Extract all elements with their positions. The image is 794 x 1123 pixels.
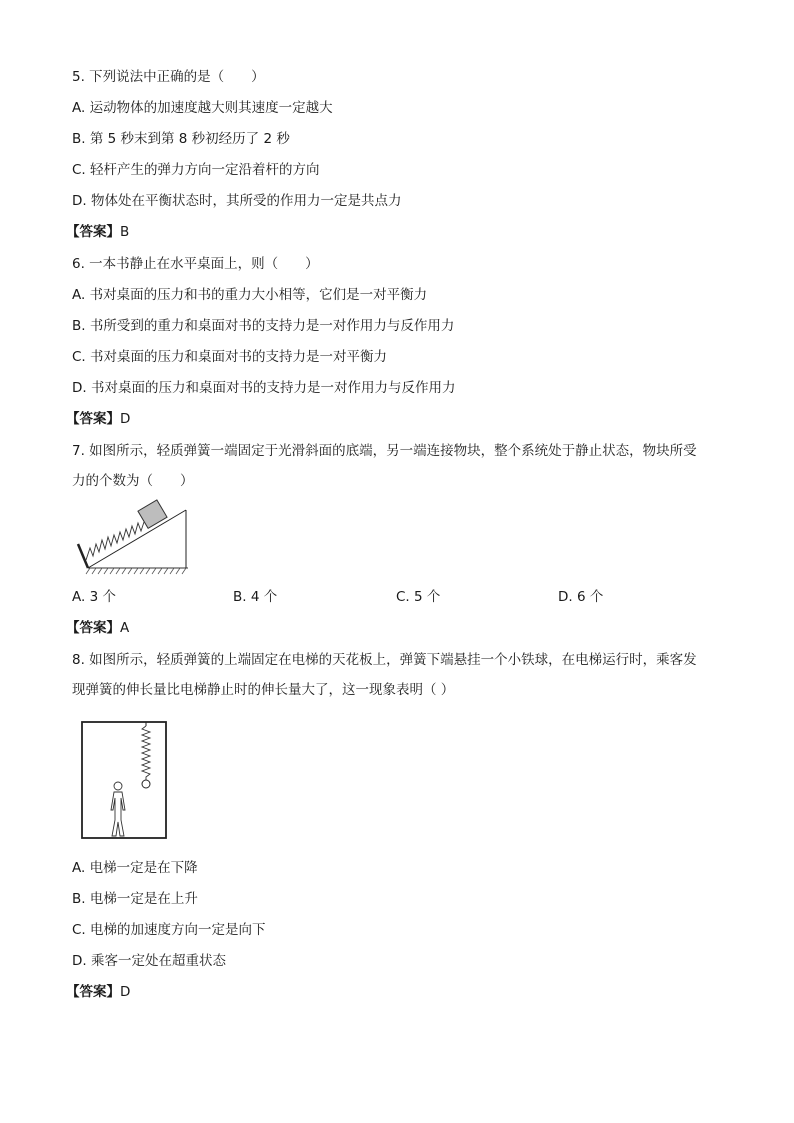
q5-option-b: B. 第 5 秒末到第 8 秒初经历了 2 秒 <box>72 131 290 147</box>
q8-stem-line2: 现弹簧的伸长量比电梯静止时的伸长量大了，这一现象表明（ ） <box>72 682 455 698</box>
q7-answer <box>66 619 129 637</box>
q8-option-c: C. 电梯的加速度方向一定是向下 <box>72 922 266 938</box>
incline-spring-figure <box>74 502 192 578</box>
q8-option-b: B. 电梯一定是在上升 <box>72 891 198 907</box>
q6-option-a: A. 书对桌面的压力和书的重力大小相等，它们是一对平衡力 <box>72 287 428 303</box>
q5-option-a: A. 运动物体的加速度越大则其速度一定越大 <box>72 100 333 116</box>
q8-answer-value: D <box>120 984 131 1000</box>
q7-option-a: A. 3 个 <box>72 589 116 605</box>
q8-option-d: D. 乘客一定处在超重状态 <box>72 953 226 969</box>
elevator-spring-figure <box>80 720 170 842</box>
q7-stem-line1: 7. 如图所示，轻质弹簧一端固定于光滑斜面的底端，另一端连接物块，整个系统处于静止状态，物块所受 <box>72 443 697 459</box>
q5-option-c: C. 轻杆产生的弹力方向一定沿着杆的方向 <box>72 162 320 178</box>
q8-answer-tag: 【答案】 <box>66 984 120 1000</box>
q8-answer <box>66 983 130 1001</box>
q5-answer <box>66 223 129 241</box>
q5-answer-value: B <box>120 224 130 240</box>
q5-option-d: D. 物体处在平衡状态时，其所受的作用力一定是共点力 <box>72 193 402 209</box>
q6-answer-tag: 【答案】 <box>66 411 120 427</box>
q6-answer <box>66 410 130 428</box>
q7-answer-value: A <box>120 620 130 636</box>
q7-stem-line2: 力的个数为（ ） <box>72 473 194 489</box>
q5-answer-tag: 【答案】 <box>66 224 120 240</box>
q6-option-c: C. 书对桌面的压力和桌面对书的支持力是一对平衡力 <box>72 349 388 365</box>
q7-option-b: B. 4 个 <box>233 589 278 605</box>
q6-answer-value: D <box>120 411 131 427</box>
q6-option-b: B. 书所受到的重力和桌面对书的支持力是一对作用力与反作用力 <box>72 318 455 334</box>
q6-option-d: D. 书对桌面的压力和桌面对书的支持力是一对作用力与反作用力 <box>72 380 456 396</box>
q8-option-a: A. 电梯一定是在下降 <box>72 860 198 876</box>
q7-answer-tag: 【答案】 <box>66 620 120 636</box>
q7-option-c: C. 5 个 <box>396 589 441 605</box>
q8-stem-line1: 8. 如图所示，轻质弹簧的上端固定在电梯的天花板上，弹簧下端悬挂一个小铁球，在电梯运行时，乘客发 <box>72 652 697 668</box>
q7-option-d: D. 6 个 <box>558 589 604 605</box>
q5-stem: 5. 下列说法中正确的是（ ） <box>72 69 265 85</box>
q6-stem: 6. 一本书静止在水平桌面上，则（ ） <box>72 256 319 272</box>
